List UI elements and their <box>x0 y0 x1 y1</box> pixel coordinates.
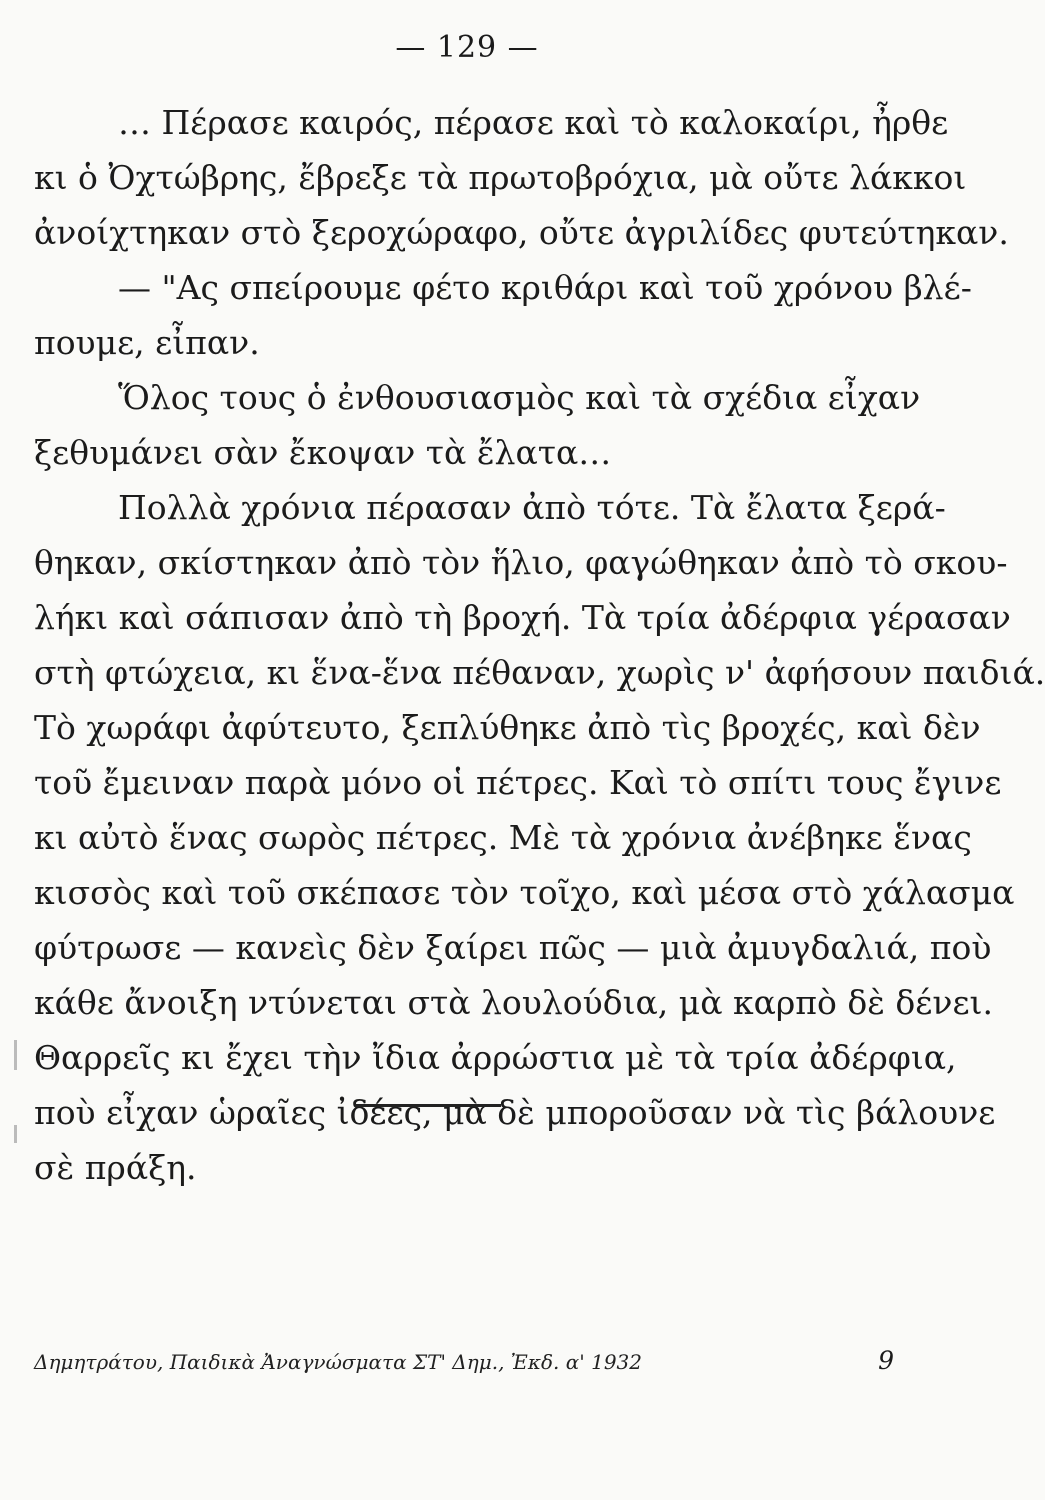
text-line: ξεθυμάνει σὰν ἔκοψαν τὰ ἔλατα… <box>34 433 612 472</box>
text-line: ἀνοίχτηκαν στὸ ξεροχώραφο, οὔτε ἀγριλίδες φυτεύτηκαν. <box>34 213 1009 252</box>
page-edge-mark <box>14 1040 17 1070</box>
text-line: … Πέρασε καιρός, πέρασε καὶ τὸ καλοκαίρι, ἦρθε <box>118 103 949 142</box>
text-line: κι αὐτὸ ἕνας σωρὸς πέτρες. Μὲ τὰ χρόνια ἀνέβηκε ἕνας <box>34 818 972 857</box>
text-line: ποὺ εἶχαν ὡραῖες ἰδέες, μὰ δὲ μποροῦσαν νὰ τὶς βάλουνε <box>34 1093 996 1132</box>
text-line: στὴ φτώχεια, κι ἕνα-ἕνα πέθαναν, χωρὶς ν' ἀφήσουν παιδιά. <box>34 653 1045 692</box>
text-line: Τὸ χωράφι ἀφύτευτο, ξεπλύθηκε ἀπὸ τὶς βροχές, καὶ δὲν <box>34 708 981 747</box>
page-number: — 129 — <box>395 30 539 65</box>
footer-source-line: Δημητράτου, Παιδικὰ Ἀναγνώσματα ΣΤ' Δημ., Ἐκδ. α' 1932 <box>34 1350 642 1374</box>
text-line: Ὅλος τους ὁ ἐνθουσιασμὸς καὶ τὰ σχέδια εἶχαν <box>118 378 921 417</box>
text-line: Θαρρεῖς κι ἔχει τὴν ἴδια ἀρρώστια μὲ τὰ τρία ἀδέρφια, <box>34 1038 957 1077</box>
text-line: πουμε, εἶπαν. <box>34 323 260 362</box>
section-divider <box>355 1104 501 1107</box>
body-text <box>34 95 1045 1195</box>
text-line: φύτρωσε — κανεὶς δὲν ξαίρει πῶς — μιὰ ἀμυγδαλιά, ποὺ <box>34 928 992 967</box>
page-edge-mark <box>14 1125 17 1143</box>
text-line: κι ὁ Ὀχτώβρης, ἔβρεξε τὰ πρωτοβρόχια, μὰ οὔτε λάκκοι <box>34 158 967 197</box>
text-line: Πολλὰ χρόνια πέρασαν ἀπὸ τότε. Τὰ ἔλατα ξερά- <box>118 488 946 527</box>
text-line: κάθε ἄνοιξη ντύνεται στὰ λουλούδια, μὰ καρπὸ δὲ δένει. <box>34 983 993 1022</box>
text-line: λήκι καὶ σάπισαν ἀπὸ τὴ βροχή. Τὰ τρία ἀδέρφια γέρασαν <box>34 598 1011 637</box>
printer-signature: 9 <box>878 1346 894 1375</box>
text-line: τοῦ ἔμειναν παρὰ μόνο οἱ πέτρες. Καὶ τὸ σπίτι τους ἔγινε <box>34 763 1002 802</box>
text-line: — "Ας σπείρουμε φέτο κριθάρι καὶ τοῦ χρόνου βλέ- <box>118 268 972 307</box>
text-line: σὲ πράξη. <box>34 1148 197 1187</box>
text-line: κισσὸς καὶ τοῦ σκέπασε τὸν τοῖχο, καὶ μέσα στὸ χάλασμα <box>34 873 1015 912</box>
text-line: θηκαν, σκίστηκαν ἀπὸ τὸν ἥλιο, φαγώθηκαν ἀπὸ τὸ σκου- <box>34 543 1008 582</box>
